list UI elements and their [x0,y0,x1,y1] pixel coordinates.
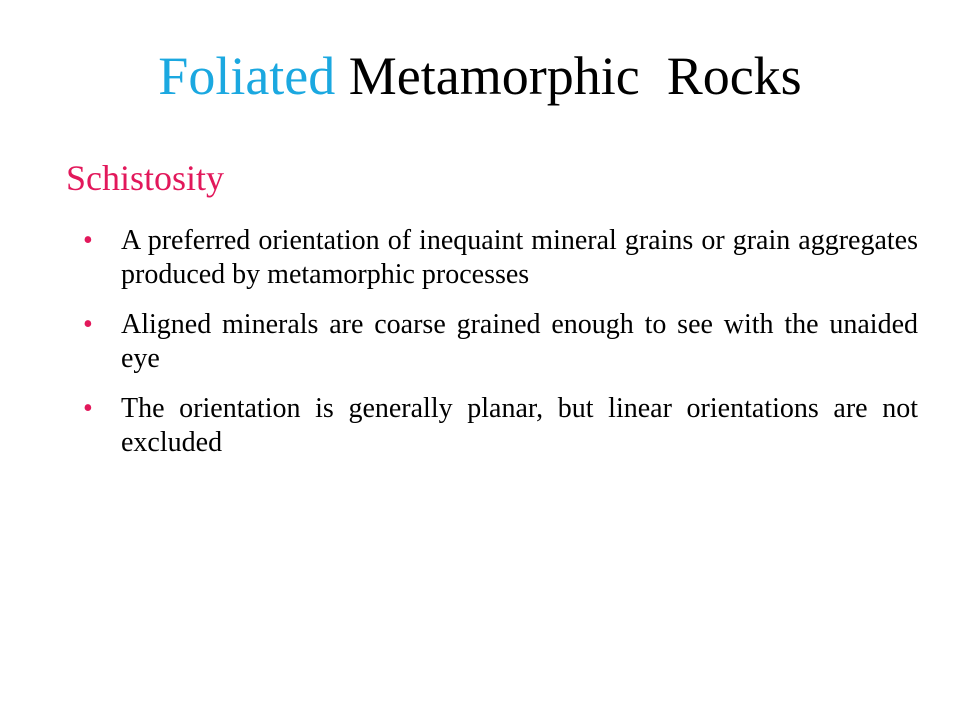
slide-title [0,44,960,108]
bullet-item [83,224,918,292]
bullet-item [83,392,918,460]
bullet-dot-icon: • [83,225,93,256]
bullet-list [83,224,918,476]
bullet-text: The orientation is generally planar, but linear orientations are not excluded [121,393,918,458]
title-rest: Metamorphic Rocks [335,46,802,106]
title-accent-word: Foliated [158,46,336,106]
bullet-text: A preferred orientation of inequaint mineral grains or grain aggregates produced by metamorphic processes [121,225,918,290]
bullet-dot-icon: • [83,393,93,424]
bullet-dot-icon: • [83,309,93,340]
bullet-item [83,308,918,376]
bullet-text: Aligned minerals are coarse grained enough to see with the unaided eye [121,309,918,374]
section-heading: Schistosity [66,158,225,198]
